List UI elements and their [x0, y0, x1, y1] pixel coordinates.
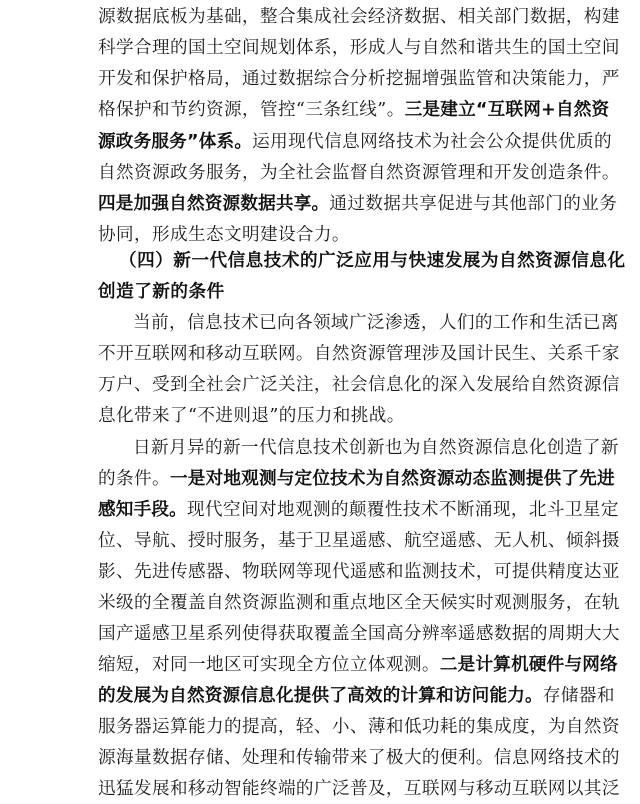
- text-line: [0, 401, 640, 431]
- text-line: [0, 681, 640, 711]
- text-segment: 日新月异的新一代信息技术创新也为自然资源信息化创造了新: [133, 438, 619, 458]
- section-heading: 创造了新的条件: [98, 282, 225, 302]
- section-heading-line: [0, 277, 640, 307]
- text-line: [0, 774, 640, 804]
- bold-text-segment: 源政务服务”体系。: [98, 132, 253, 152]
- bold-text-segment: 一是对地观测与定位技术为自然资源动态监测提供了先进: [169, 469, 615, 489]
- text-segment: 源数据底板为基础，整合集成社会经济数据、相关部门数据，构建: [98, 7, 620, 27]
- text-line: [0, 127, 640, 157]
- text-segment: 服务器运算能力的提高，轻、小、薄和低功耗的集成度，为自然资: [98, 717, 620, 737]
- text-segment: 存储器和: [542, 686, 615, 706]
- section-heading-line: [0, 246, 640, 276]
- text-segment: 当前，信息技术已向各领域广泛渗透，人们的工作和生活已离: [133, 313, 619, 333]
- text-line: [0, 495, 640, 525]
- bold-text-segment: 四是加强自然资源数据共享。: [98, 194, 330, 214]
- section-heading: （四）新一代信息技术的广泛应用与快速发展为自然资源信息化: [119, 251, 626, 271]
- text-segment: 不开互联网和移动互联网。自然资源管理涉及国计民生、关系千家: [98, 344, 620, 364]
- text-segment: 运用现代信息网络技术为社会公众提供优质的: [252, 132, 613, 152]
- text-segment: 科学合理的国土空间规划体系，形成人与自然和谐共生的国土空间: [98, 38, 620, 58]
- text-segment: 息化带来了“不进则退”的压力和挑战。: [98, 406, 405, 426]
- text-segment: 格保护和节约资源，管控“三条红线”。: [98, 100, 405, 120]
- text-line: [0, 95, 640, 125]
- text-line: [0, 64, 640, 94]
- text-line: [0, 189, 640, 219]
- text-segment: 缩短，对同一地区可实现全方位立体观测。: [98, 655, 440, 675]
- text-line: [0, 464, 640, 494]
- text-line: [0, 433, 640, 463]
- text-segment: 米级的全覆盖自然资源监测和重点地区全天候实时观测服务，在轨: [98, 593, 620, 613]
- text-segment: 开发和保护格局，通过数据综合分析挖掘增强监管和决策能力，严: [98, 69, 620, 89]
- bold-text-segment: 二是计算机硬件与网络: [439, 655, 618, 675]
- text-segment: 通过数据共享促进与其他部门的业务: [329, 194, 618, 214]
- text-segment: 协同，形成生态文明建设合力。: [98, 225, 350, 245]
- text-segment: 万户、受到全社会广泛关注，社会信息化的深入发展给自然资源信: [98, 375, 620, 395]
- text-line: [0, 526, 640, 556]
- text-line: [0, 650, 640, 680]
- text-segment: 的条件。: [98, 469, 170, 489]
- bold-text-segment: 感知手段。: [98, 500, 187, 520]
- bold-text-segment: 三是建立“互联网+自然资: [404, 100, 610, 120]
- text-segment: 迅猛发展和移动智能终端的广泛普及，互联网与移动互联网以其泛: [98, 779, 620, 799]
- text-line: [0, 2, 640, 32]
- text-segment: 位、导航、授时服务，基于卫星遥感、航空遥感、无人机、倾斜摄: [98, 531, 620, 551]
- text-line: [0, 308, 640, 338]
- text-line: [0, 743, 640, 773]
- text-segment: 源海量数据存储、处理和传输带来了极大的便利。信息网络技术的: [98, 748, 620, 768]
- text-line: [0, 557, 640, 587]
- text-segment: 影、先进传感器、物联网等现代遥感和监测技术，可提供精度达亚: [98, 562, 620, 582]
- text-segment: 自然资源政务服务，为全社会监督自然资源管理和开发创造条件。: [98, 163, 620, 183]
- text-line: [0, 33, 640, 63]
- text-segment: 国产遥感卫星系列使得获取覆盖全国高分辨率遥感数据的周期大大: [98, 624, 620, 644]
- text-line: [0, 158, 640, 188]
- text-line: [0, 339, 640, 369]
- text-line: [0, 588, 640, 618]
- text-line: [0, 370, 640, 400]
- text-line: [0, 712, 640, 742]
- text-line: [0, 619, 640, 649]
- text-segment: 现代空间对地观测的颠覆性技术不断涌现，北斗卫星定: [186, 500, 619, 520]
- bold-text-segment: 的发展为自然资源信息化提供了高效的计算和访问能力。: [98, 686, 543, 706]
